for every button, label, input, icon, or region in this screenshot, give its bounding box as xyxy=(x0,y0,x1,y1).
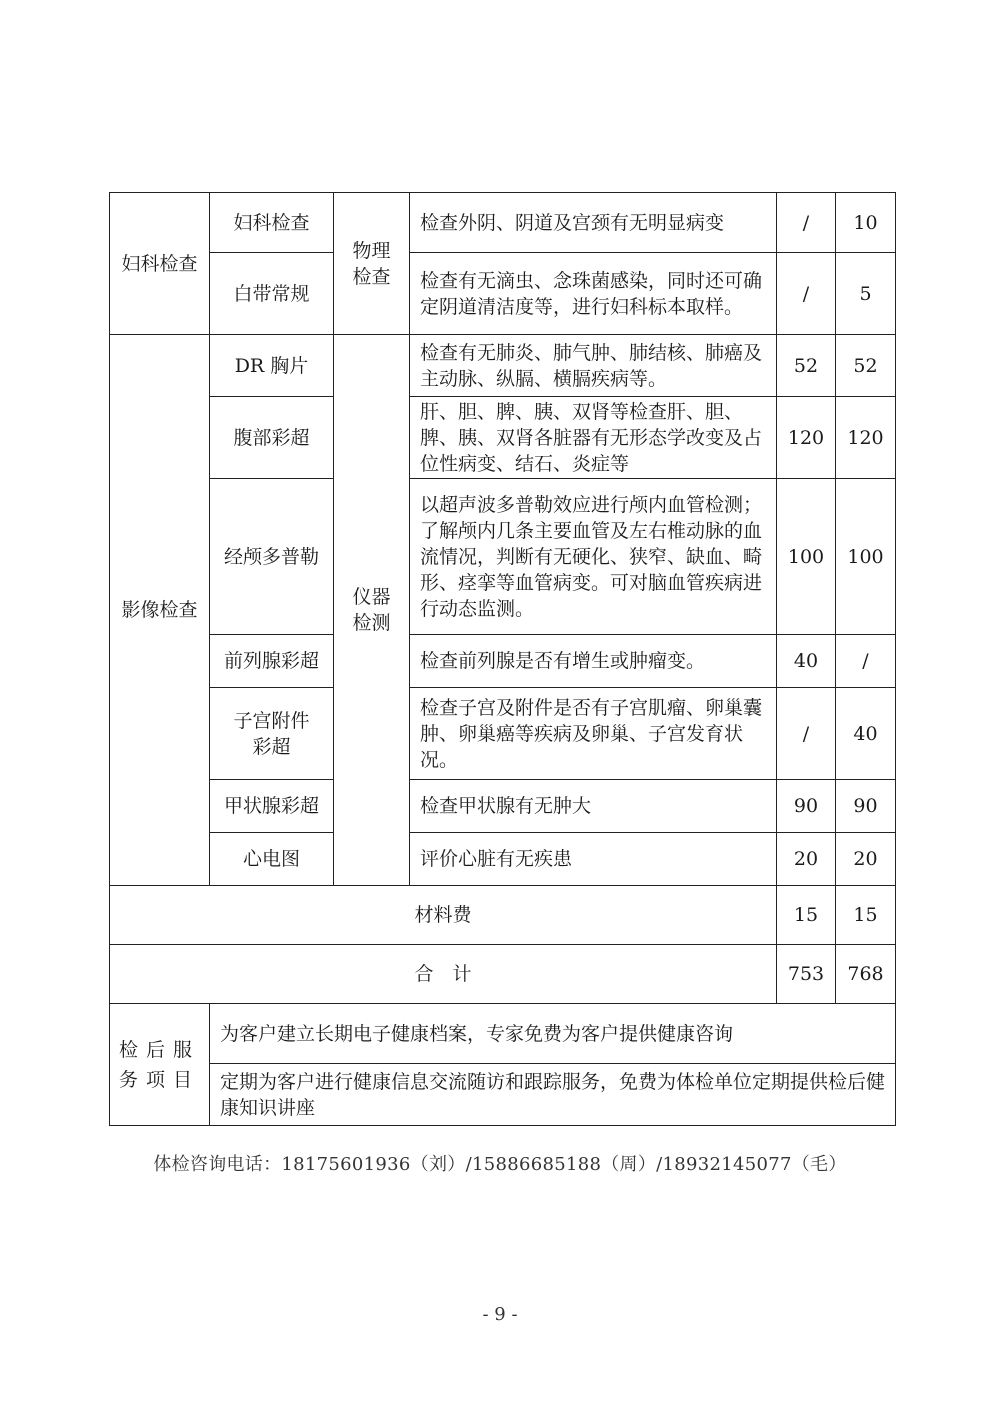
table-row xyxy=(110,479,896,635)
item-description: 检查有无滴虫、念珠菌感染，同时还可确定阴道清洁度等，进行妇科标本取样。 xyxy=(410,253,777,335)
item-description: 检查前列腺是否有增生或肿瘤变。 xyxy=(410,635,777,688)
item-name: 妇科检查 xyxy=(210,193,334,253)
item-description: 检查甲状腺有无肿大 xyxy=(410,780,777,833)
item-description: 检查外阴、阴道及宫颈有无明显病变 xyxy=(410,193,777,253)
item-name: 白带常规 xyxy=(210,253,334,335)
table-row xyxy=(110,833,896,886)
table-row xyxy=(110,886,896,945)
material-fee-label: 材料费 xyxy=(110,886,777,945)
item-price-a: / xyxy=(777,253,836,335)
category-gyn: 妇科检查 xyxy=(110,193,210,335)
item-price-a: 120 xyxy=(777,397,836,479)
item-price-b: / xyxy=(836,635,896,688)
method-instrument: 仪器检测 xyxy=(334,335,410,886)
after-service-item: 定期为客户进行健康信息交流随访和跟踪服务，免费为体检单位定期提供检后健康知识讲座 xyxy=(210,1064,896,1126)
total-price-b: 768 xyxy=(836,945,896,1004)
item-name: 子宫附件彩超 xyxy=(210,688,334,780)
method-physical: 物理检查 xyxy=(334,193,410,335)
page-number: - 9 - xyxy=(482,1304,518,1325)
table-row xyxy=(110,945,896,1004)
item-name: 经颅多普勒 xyxy=(210,479,334,635)
table-row xyxy=(110,635,896,688)
total-price-a: 753 xyxy=(777,945,836,1004)
item-description: 肝、胆、脾、胰、双肾等检查肝、胆、脾、胰、双肾各脏器有无形态学改变及占位性病变、结石、炎症等 xyxy=(410,397,777,479)
table-row xyxy=(110,1064,896,1126)
table-row xyxy=(110,688,896,780)
item-price-b: 90 xyxy=(836,780,896,833)
table-row xyxy=(110,397,896,479)
table-row xyxy=(110,193,896,253)
exam-price-table xyxy=(109,192,896,1126)
item-name: DR 胸片 xyxy=(210,335,334,397)
item-price-b: 120 xyxy=(836,397,896,479)
item-price-b: 100 xyxy=(836,479,896,635)
total-label: 合 计 xyxy=(110,945,777,1004)
table-row xyxy=(110,335,896,397)
item-price-a: 90 xyxy=(777,780,836,833)
table-row xyxy=(110,253,896,335)
table-row xyxy=(110,1004,896,1064)
item-name: 腹部彩超 xyxy=(210,397,334,479)
item-price-b: 20 xyxy=(836,833,896,886)
item-name: 心电图 xyxy=(210,833,334,886)
item-price-a: / xyxy=(777,688,836,780)
item-price-a: 52 xyxy=(777,335,836,397)
material-price-b: 15 xyxy=(836,886,896,945)
item-price-a: / xyxy=(777,193,836,253)
item-name: 甲状腺彩超 xyxy=(210,780,334,833)
item-price-b: 52 xyxy=(836,335,896,397)
item-price-a: 20 xyxy=(777,833,836,886)
after-service-item: 为客户建立长期电子健康档案，专家免费为客户提供健康咨询 xyxy=(210,1004,896,1064)
table-row xyxy=(110,780,896,833)
after-service-label: 检后服务项目 xyxy=(110,1004,210,1126)
item-description: 以超声波多普勒效应进行颅内血管检测；了解颅内几条主要血管及左右椎动脉的血流情况，判断有无硬化、狭窄、缺血、畸形、痉挛等血管病变。可对脑血管疾病进行动态监测。 xyxy=(410,479,777,635)
consult-phone: 体检咨询电话：18175601936（刘）/15886685188（周）/18932145077（毛） xyxy=(153,1154,847,1175)
item-price-b: 10 xyxy=(836,193,896,253)
item-price-a: 40 xyxy=(777,635,836,688)
item-price-b: 40 xyxy=(836,688,896,780)
item-price-a: 100 xyxy=(777,479,836,635)
material-price-a: 15 xyxy=(777,886,836,945)
category-imaging: 影像检查 xyxy=(110,335,210,886)
item-description: 检查有无肺炎、肺气肿、肺结核、肺癌及主动脉、纵膈、横膈疾病等。 xyxy=(410,335,777,397)
item-description: 评价心脏有无疾患 xyxy=(410,833,777,886)
item-name: 前列腺彩超 xyxy=(210,635,334,688)
item-price-b: 5 xyxy=(836,253,896,335)
item-description: 检查子宫及附件是否有子宫肌瘤、卵巢囊肿、卵巢癌等疾病及卵巢、子宫发育状况。 xyxy=(410,688,777,780)
